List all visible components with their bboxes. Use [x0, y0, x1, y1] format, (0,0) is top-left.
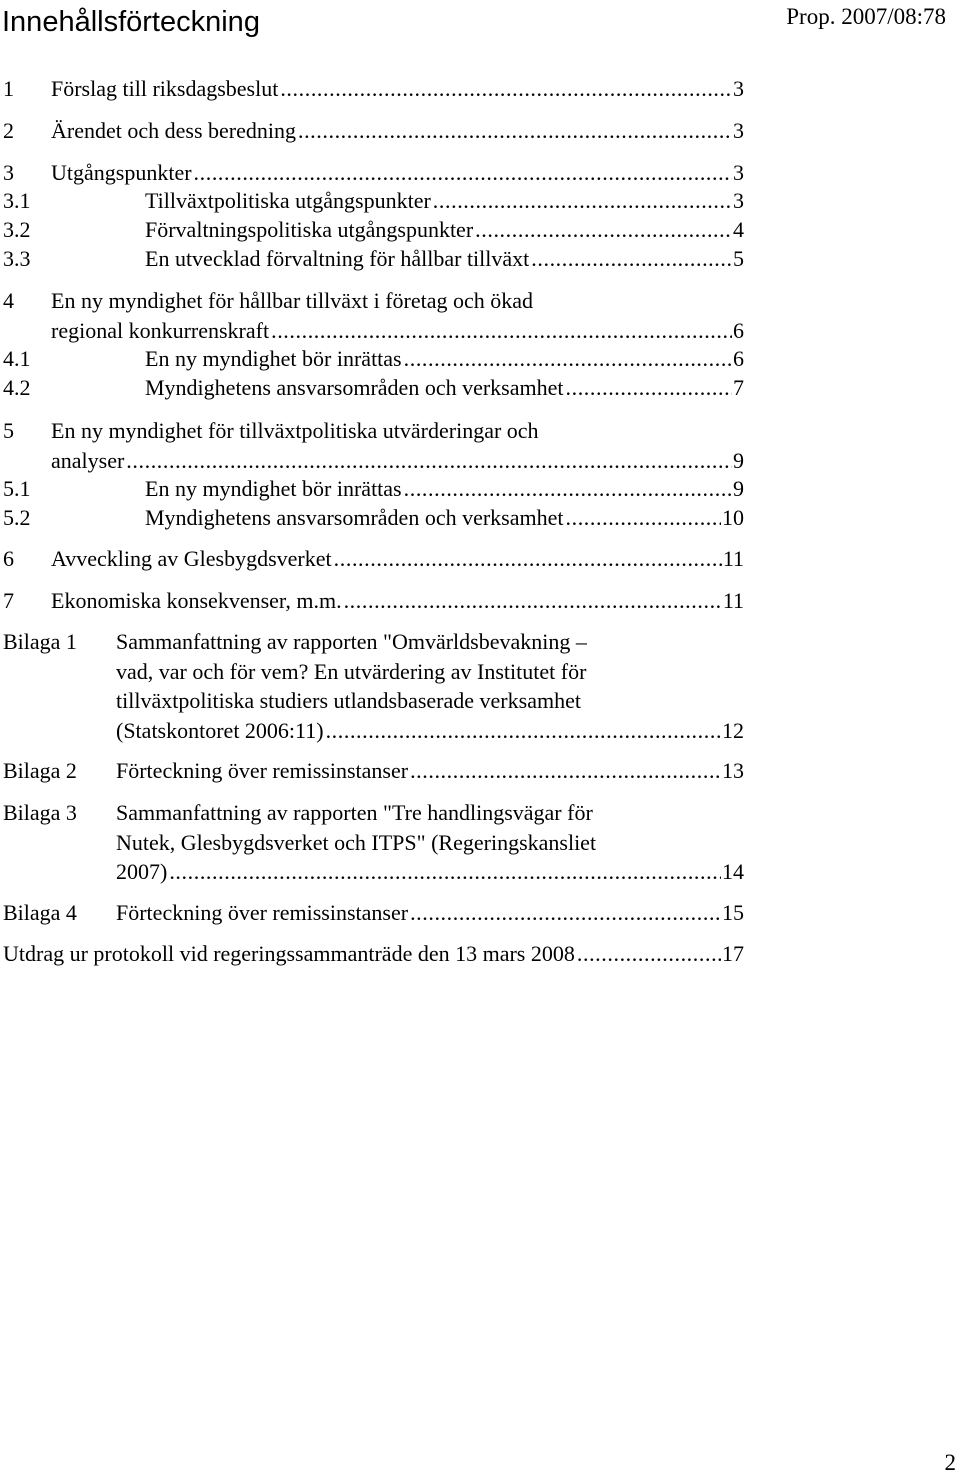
- toc-entry[interactable]: [0, 188, 744, 218]
- toc-entry-title-line: Förteckning över remissinstanser: [116, 758, 409, 783]
- toc-entry-leader-row: [51, 118, 744, 144]
- toc-entry-page: 6: [733, 317, 744, 343]
- toc-dot-leader: [169, 859, 721, 885]
- toc-entry-title-line: Myndighetens ansvarsområden och verksamhet: [145, 375, 564, 400]
- toc-entry-title-line: En ny myndighet för hållbar tillväxt i företag och ökad: [51, 288, 534, 313]
- toc-dot-leader: [566, 505, 722, 531]
- toc-entry-page: 12: [722, 717, 744, 743]
- toc-entry-number: 4.1: [3, 346, 31, 371]
- toc-entry[interactable]: [0, 476, 744, 506]
- toc-dot-leader: [433, 188, 732, 214]
- toc-dot-leader: [126, 448, 732, 474]
- toc-dot-leader: [298, 118, 732, 144]
- toc-entry-leader-row: [51, 448, 744, 474]
- toc-entry-page: 7: [733, 375, 744, 400]
- toc-entry[interactable]: [0, 588, 744, 618]
- toc-entry[interactable]: [0, 418, 744, 477]
- toc-entry-leader-row: [145, 188, 744, 214]
- toc-dot-leader: [531, 246, 732, 272]
- toc-entry-leader-row: [145, 346, 744, 372]
- toc-entry-page: 3: [733, 188, 744, 213]
- toc-entry-leader-row: [145, 246, 744, 272]
- toc-entry[interactable]: [0, 346, 744, 376]
- toc-entry[interactable]: [0, 941, 744, 971]
- toc-entry[interactable]: [0, 629, 744, 747]
- toc-entry-leader-row: [145, 476, 744, 502]
- toc-dot-leader: [410, 900, 721, 926]
- toc-entry-number: Bilaga 3: [3, 800, 77, 825]
- toc-entry-page: 13: [722, 758, 744, 783]
- toc-entry-number: 5.2: [3, 505, 31, 530]
- toc-entry-title-line: Sammanfattning av rapporten "Tre handlingsvägar för: [116, 800, 593, 825]
- toc-entry-leader-row: [116, 859, 744, 885]
- toc-entry[interactable]: [0, 217, 744, 247]
- toc-entry-title-line: Nutek, Glesbygdsverket och ITPS" (Regeringskansliet: [116, 829, 597, 855]
- toc-dot-leader: [410, 758, 721, 784]
- toc-entry-page: 9: [733, 476, 744, 501]
- toc-entry-leader-row: [116, 900, 744, 926]
- toc-entry-page: 15: [722, 900, 744, 925]
- toc-dot-leader: [344, 588, 722, 614]
- toc-dot-leader: [334, 546, 722, 572]
- toc-entry-number: 1: [3, 76, 14, 101]
- toc-entry-title-line: Utdrag ur protokoll vid regeringssammanträde den 13 mars 2008: [3, 941, 575, 966]
- page-number: 2: [944, 1450, 956, 1475]
- toc-entry[interactable]: [0, 546, 744, 576]
- toc-entry-title-line: En utvecklad förvaltning för hållbar tillväxt: [145, 246, 530, 271]
- toc-entry-number: 6: [3, 546, 14, 571]
- toc-entry-leader-row: [51, 318, 744, 344]
- toc-entry-page: 4: [733, 217, 744, 242]
- toc-title: Innehållsförteckning: [2, 6, 260, 38]
- toc-dot-leader: [577, 941, 721, 967]
- toc-entry-number: 3: [3, 160, 14, 185]
- toc-entry-page: 3: [733, 118, 744, 143]
- toc-entry-page: 3: [733, 76, 744, 101]
- toc-entry-title-line: En ny myndighet bör inrättas: [145, 476, 402, 501]
- toc-entry[interactable]: [0, 505, 744, 535]
- toc-dot-leader: [280, 76, 732, 102]
- toc-entry-leader-row: [51, 546, 744, 572]
- toc-entry-title-line: vad, var och för vem? En utvärdering av Institutet för: [116, 658, 587, 684]
- toc-entry[interactable]: [0, 758, 744, 788]
- toc-entry-number: 4.2: [3, 375, 31, 400]
- toc-entry-number: 5: [3, 418, 14, 443]
- toc-entry-page: 14: [722, 859, 744, 884]
- toc-entry-title-line: Förteckning över remissinstanser: [116, 900, 409, 925]
- toc-entry-title-line: Sammanfattning av rapporten "Omvärldsbevakning –: [116, 629, 587, 654]
- toc-entry-leader-row: [145, 505, 744, 531]
- toc-entry[interactable]: [0, 160, 744, 190]
- toc-dot-leader: [566, 375, 733, 401]
- toc-entry-title-line: Ekonomiska konsekvenser, m.m.: [51, 588, 342, 613]
- toc-dot-leader: [404, 476, 732, 502]
- toc-entry-title-line: analyser: [51, 447, 125, 473]
- toc-entry-title-line: Ärendet och dess beredning: [51, 118, 296, 143]
- toc-entry-number: 4: [3, 288, 14, 313]
- toc-entry[interactable]: [0, 288, 744, 347]
- toc-entry-title-line: 2007): [116, 859, 168, 884]
- toc-entry[interactable]: [0, 800, 744, 889]
- proposition-id: Prop. 2007/08:78: [786, 4, 946, 29]
- toc-entry-title-line: Förvaltningspolitiska utgångspunkter: [145, 217, 474, 242]
- toc-entry-number: 7: [3, 588, 14, 613]
- toc-entry-title-line: En ny myndighet bör inrättas: [145, 346, 402, 371]
- toc-entry-number: Bilaga 2: [3, 758, 77, 783]
- toc-entry-leader-row: [145, 217, 744, 243]
- toc-entry-leader-row: [3, 941, 744, 967]
- toc-entry-page: 17: [722, 941, 744, 966]
- toc-dot-leader: [404, 346, 732, 372]
- toc-entry-page: 11: [722, 588, 744, 613]
- toc-entry[interactable]: [0, 76, 744, 106]
- toc-entry-number: Bilaga 1: [3, 629, 77, 654]
- toc-entry-number: Bilaga 4: [3, 900, 77, 925]
- toc-dot-leader: [194, 160, 732, 186]
- toc-entry-title-line: Avveckling av Glesbygdsverket: [51, 546, 332, 571]
- toc-entry-title-line: Förslag till riksdagsbeslut: [51, 76, 279, 101]
- toc-entry-title-line: Myndighetens ansvarsområden och verksamhet: [145, 505, 564, 530]
- toc-entry-page: 9: [733, 447, 744, 473]
- toc-dot-leader: [271, 318, 732, 344]
- toc-entry-title-line: Utgångspunkter: [51, 160, 192, 185]
- toc-entry[interactable]: [0, 246, 744, 276]
- toc-entry-leader-row: [51, 160, 744, 186]
- toc-dot-leader: [326, 718, 721, 744]
- toc-entry-leader-row: [51, 76, 744, 102]
- toc-entry[interactable]: [0, 900, 744, 930]
- toc-entry-leader-row: [145, 375, 744, 401]
- toc-entry-page: 3: [733, 160, 744, 185]
- toc-dot-leader: [475, 217, 732, 243]
- toc-entry-number: 3.1: [3, 188, 31, 213]
- toc-entry-page: 5: [733, 246, 744, 271]
- toc-entry-title-line: Tillväxtpolitiska utgångspunkter: [145, 188, 431, 213]
- toc-entry-number: 2: [3, 118, 14, 143]
- toc-entry-page: 10: [722, 505, 744, 530]
- toc-entry[interactable]: [0, 375, 744, 405]
- toc-entry-number: 3.2: [3, 217, 31, 242]
- toc-entry-leader-row: [116, 718, 744, 744]
- toc-entry-leader-row: [116, 758, 744, 784]
- toc-entry[interactable]: [0, 118, 744, 148]
- toc-entry-leader-row: [51, 588, 744, 614]
- toc-entry-number: 3.3: [3, 246, 31, 271]
- toc-entry-page: 11: [722, 546, 744, 571]
- toc-entry-page: 6: [733, 346, 744, 371]
- toc-entry-title-line: En ny myndighet för tillväxtpolitiska utvärderingar och: [51, 418, 539, 443]
- toc-entry-title-line: regional konkurrenskraft: [51, 317, 270, 343]
- toc-entry-number: 5.1: [3, 476, 31, 501]
- toc-entry-title-line: tillväxtpolitiska studiers utlandsbaserade verksamhet: [116, 688, 581, 713]
- toc-entry-title-line: (Statskontoret 2006:11): [116, 717, 324, 743]
